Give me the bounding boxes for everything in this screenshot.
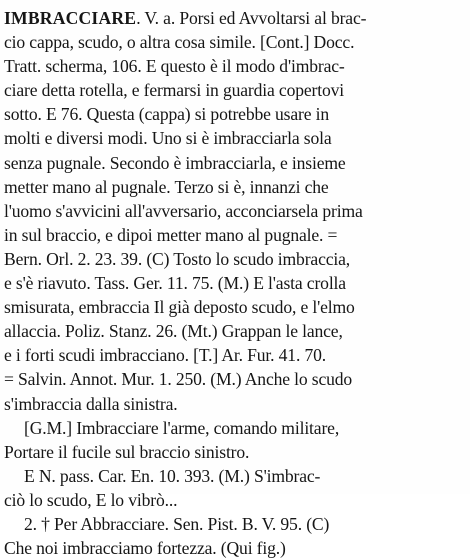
entry-line-8: metter mano al pugnale. Terzo si è, innanzi che bbox=[4, 176, 329, 197]
entry-line-6: molti e diversi modi. Uno si è imbracciarla sola bbox=[4, 128, 332, 149]
entry-line-15: e i forti scudi imbracciano. [T.] Ar. Fur. 41. 70. bbox=[4, 345, 326, 366]
headword: IMBRACCIARE bbox=[4, 8, 137, 28]
entry-line-3: Tratt. scherma, 106. E questo è il modo d'imbrac- bbox=[4, 56, 345, 77]
entry-line-13: smisurata, embraccia Il già deposto scudo, e l'elmo bbox=[4, 297, 355, 318]
entry-line-11: Bern. Orl. 2. 23. 39. (C) Tosto lo scudo imbraccia, bbox=[4, 248, 351, 269]
entry-line-20: E N. pass. Car. En. 10. 393. (M.) S'imbrac- bbox=[24, 465, 321, 486]
entry-line-9: l'uomo s'avvicini all'avversario, acconciarsela prima bbox=[4, 200, 363, 221]
entry-line-1-rest: . V. a. Porsi ed Avvoltarsi al brac- bbox=[136, 8, 367, 28]
entry-line-12: e s'è riavuto. Tass. Ger. 11. 75. (M.) E l'asta crolla bbox=[4, 273, 346, 294]
entry-line-2: cio cappa, scudo, o altra cosa simile. [Cont.] Docc. bbox=[4, 32, 355, 53]
entry-line-19: Portare il fucile sul braccio sinistro. bbox=[4, 441, 250, 462]
entry-line-21: ciò lo scudo, E lo vibrò... bbox=[4, 489, 178, 510]
entry-line-23: Che noi imbracciamo fortezza. (Qui fig.) bbox=[4, 538, 286, 559]
entry-line-14: allaccia. Poliz. Stanz. 26. (Mt.) Grappan le lance, bbox=[4, 321, 343, 342]
entry-line-18: [G.M.] Imbracciare l'arme, comando militare, bbox=[24, 417, 340, 438]
entry-line-7: senza pugnale. Secondo è imbracciarla, e insieme bbox=[4, 152, 346, 173]
entry-line-22: 2. † Per Abbracciare. Sen. Pist. B. V. 95. (C) bbox=[24, 513, 330, 534]
entry-line-17: s'imbraccia dalla sinistra. bbox=[4, 393, 178, 414]
entry-line-16: = Salvin. Annot. Mur. 1. 250. (M.) Anche lo scudo bbox=[4, 369, 353, 390]
dictionary-entry bbox=[4, 6, 466, 560]
entry-line-5: sotto. E 76. Questa (cappa) si potrebbe usare in bbox=[4, 104, 330, 125]
entry-line-1 bbox=[4, 6, 466, 30]
entry-line-4: ciare detta rotella, e fermarsi in guardia copertovi bbox=[4, 80, 344, 101]
entry-line-10: in sul braccio, e dipoi metter mano al pugnale. = bbox=[4, 224, 338, 245]
